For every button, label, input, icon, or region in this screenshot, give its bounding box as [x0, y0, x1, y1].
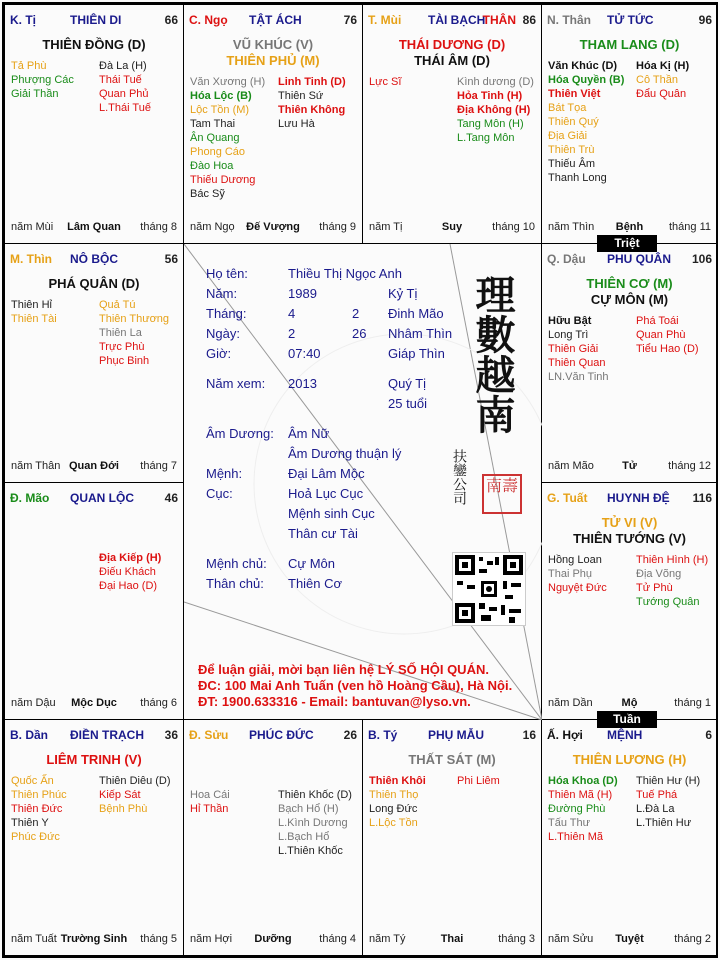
minor-star: Thiên Sứ [278, 90, 324, 102]
minor-star: Đường Phù [548, 803, 606, 815]
palace-footer [11, 933, 177, 947]
palace-header [10, 252, 178, 268]
life-phase: Bệnh [615, 221, 644, 233]
minor-star: Thiên Y [11, 817, 49, 829]
minor-star: Địa Không (H) [457, 104, 531, 116]
minor-star: Thiên Thương [99, 313, 170, 325]
year-label: Năm: [206, 286, 238, 301]
major-star: THIÊN TƯỚNG (V) [573, 531, 686, 546]
minor-star: Hóa Quyền (B) [548, 74, 625, 86]
minor-star: Thai Phụ [548, 568, 593, 580]
than-chu-label: Thân chủ: [206, 576, 264, 591]
major-star: THẤT SÁT (M) [408, 752, 496, 767]
minor-star: L.Lộc Tồn [369, 817, 418, 829]
left-star-list [11, 298, 57, 326]
minor-star: L.Thiên Hư [636, 817, 692, 829]
palace-name: TẬT ÁCH [249, 13, 302, 27]
right-star-list [99, 774, 171, 816]
minor-month: tháng 10 [492, 221, 535, 233]
minor-star: Quan Phủ [99, 88, 149, 100]
minor-star: Tuế Phá [636, 789, 678, 801]
major-star: THIÊN CƠ (M) [586, 276, 673, 291]
minor-star: L.Bạch Hổ [278, 831, 330, 843]
qr-code [452, 552, 526, 626]
minor-star: Tả Phù [11, 60, 47, 72]
earthly-branch: Đ. Mão [10, 491, 50, 505]
menh-chu-label: Mệnh chủ: [206, 556, 267, 571]
minor-star: L.Thái Tuế [99, 102, 151, 114]
decade-number: 26 [343, 728, 357, 742]
minor-month: tháng 9 [319, 221, 356, 233]
minor-star: Thái Tuế [99, 74, 142, 86]
palace-footer [190, 221, 356, 235]
palace-thien-di [4, 4, 184, 244]
triet-tag: Triệt [597, 235, 657, 252]
minor-star: Ân Quang [190, 132, 240, 144]
minor-star: Tấu Thư [548, 817, 591, 829]
horoscope-chart [2, 2, 718, 958]
minor-star: Thiên Phúc [11, 789, 67, 801]
minor-star: Phi Liêm [457, 775, 500, 787]
decade-number: 16 [522, 728, 536, 742]
palace-header [368, 13, 536, 29]
minor-year: năm Tuất [11, 933, 57, 945]
minor-month: tháng 2 [674, 933, 711, 945]
age-value: 25 tuổi [388, 396, 428, 411]
minor-star: Thiên Giải [548, 343, 599, 355]
earthly-branch: Ấ. Hợi [547, 728, 583, 742]
than-chu-value: Thiên Cơ [288, 576, 343, 591]
minor-star: Quốc Ấn [11, 775, 54, 787]
tuan-tag: Tuần [597, 711, 657, 728]
palace-name: PHỤ MẪU [428, 728, 484, 742]
minor-star: Thiên Quý [548, 116, 599, 128]
minor-star: Cô Thần [636, 74, 678, 86]
minor-star: Thiên Khốc (D) [278, 789, 352, 801]
minor-star: Thiên Diêu (D) [99, 775, 171, 787]
name-value: Thiều Thị Ngọc Anh [288, 266, 402, 281]
earthly-branch: B. Tý [368, 728, 398, 742]
palace-name: TÀI BẠCH [428, 13, 486, 27]
left-star-list [11, 774, 67, 844]
minor-year: năm Ngọ [190, 221, 235, 233]
minor-star: Long Đức [369, 803, 418, 815]
life-phase: Mộ [621, 697, 638, 709]
amduong-label: Âm Dương: [206, 426, 274, 441]
minor-star: Hỏa Tinh (H) [457, 90, 523, 102]
earthly-branch: G. Tuất [547, 491, 588, 505]
minor-star: Đại Hao (D) [99, 580, 158, 592]
left-star-list [548, 553, 607, 595]
day-value: 2 [288, 326, 296, 341]
life-phase: Suy [441, 221, 463, 233]
palace-footer [369, 933, 535, 947]
right-star-list [99, 59, 151, 115]
decade-number: 66 [164, 13, 178, 27]
minor-star: Giải Thần [11, 88, 59, 100]
year-can: Kỷ Tị [388, 286, 418, 301]
month-lunar: 2 [352, 306, 360, 321]
small-calligraphy: 扶鑾公司 [451, 449, 467, 505]
menh-value: Đại Lâm Mộc [288, 466, 365, 481]
minor-star: Long Trì [548, 329, 589, 341]
contact-line-3: ĐT: 1900.633316 - Email: bantuvan@lyso.vn. [198, 694, 471, 709]
earthly-branch: C. Ngọ [189, 13, 228, 27]
cuc-label: Cục: [206, 486, 233, 501]
minor-year: năm Sửu [548, 933, 594, 945]
minor-star: L.Thiên Mã [548, 831, 604, 843]
major-star: THÁI DƯƠNG (D) [398, 37, 506, 52]
palace-header [189, 728, 357, 744]
palace-footer [369, 221, 535, 235]
major-star: VŨ KHÚC (V) [232, 37, 314, 52]
minor-star: Lực Sĩ [369, 76, 402, 88]
palace-header [189, 13, 357, 29]
palace-name: QUAN LỘC [70, 491, 134, 505]
than-marker: THÂN [482, 13, 516, 27]
minor-year: năm Tị [369, 221, 403, 233]
hour-value: 07:40 [288, 346, 321, 361]
minor-star: Kiếp Sát [99, 789, 141, 801]
palace-footer [11, 221, 177, 235]
minor-star: Thiên La [99, 327, 142, 339]
left-star-list [369, 774, 426, 830]
palace-footer [548, 933, 711, 947]
palace-dien-trach [4, 719, 184, 956]
life-phase: Tuyệt [615, 933, 644, 945]
left-star-list [369, 75, 401, 89]
major-star: PHÁ QUÂN (D) [48, 276, 140, 291]
menh-chu-value: Cự Môn [288, 556, 335, 571]
minor-star: Bạch Hổ (H) [278, 803, 339, 815]
contact-line-1: Để luận giải, mời bạn liên hệ LÝ SỐ HỘI QUÁN. [198, 662, 489, 677]
palace-name: PHU QUÂN [607, 252, 672, 266]
major-star: THIÊN PHỦ (M) [226, 53, 320, 68]
month-value: 4 [288, 306, 296, 321]
major-star: THIÊN LƯƠNG (H) [572, 752, 687, 767]
day-can: Nhâm Thìn [388, 326, 453, 341]
minor-star: Địa Kiếp (H) [99, 552, 162, 564]
left-star-list [548, 59, 624, 185]
decade-number: 46 [164, 491, 178, 505]
minor-star: Tang Môn (H) [457, 118, 524, 130]
life-phase: Tử [622, 460, 637, 472]
amduong-value: Âm Nữ [288, 426, 330, 441]
minor-star: Tướng Quân [636, 596, 700, 608]
palace-name: TỬ TỨC [607, 13, 654, 27]
minor-star: Văn Xương (H) [190, 76, 266, 88]
minor-month: tháng 4 [319, 933, 356, 945]
minor-star: Bệnh Phù [99, 803, 148, 815]
major-star: THAM LANG (D) [579, 37, 680, 52]
view-year-label: Năm xem: [206, 376, 266, 391]
palace-phu-quan [541, 243, 718, 483]
palace-tat-ach [183, 4, 363, 244]
minor-month: tháng 5 [140, 933, 177, 945]
minor-star: Tam Thai [190, 118, 236, 130]
earthly-branch: T. Mùi [368, 13, 402, 27]
minor-star: Linh Tinh (D) [278, 76, 346, 88]
palace-phu-mau [362, 719, 542, 956]
minor-month: tháng 3 [498, 933, 535, 945]
day-label: Ngày: [206, 326, 240, 341]
minor-star: Hóa Kị (H) [636, 60, 690, 72]
cuc-value: Hoả Lục Cục [288, 486, 364, 501]
right-star-list [636, 774, 700, 830]
palace-quan-loc [4, 482, 184, 720]
left-star-list [11, 59, 74, 101]
palace-name: ĐIỀN TRẠCH [70, 728, 144, 742]
minor-star: L.Thiên Khốc [278, 845, 343, 857]
minor-star: Phục Binh [99, 355, 150, 367]
left-star-list [548, 314, 609, 384]
minor-star: Thiên Đức [11, 803, 63, 815]
minor-star: Phúc Đức [11, 831, 60, 843]
minor-star: Thiếu Dương [190, 174, 256, 186]
life-phase: Dưỡng [254, 933, 292, 945]
palace-phuc-duc [183, 719, 363, 956]
life-phase: Thai [440, 933, 464, 945]
qr-code-icon [453, 553, 525, 625]
right-star-list [636, 314, 699, 356]
minor-star: Đà La (H) [99, 60, 147, 72]
left-star-list [190, 788, 230, 816]
palace-header [547, 252, 712, 268]
minor-star: Trực Phù [99, 341, 145, 353]
minor-year: năm Dậu [11, 697, 56, 709]
decade-number: 36 [164, 728, 178, 742]
view-year-can: Quý Tị [388, 376, 427, 391]
minor-star: Bác Sỹ [190, 188, 225, 200]
decade-number: 86 [522, 13, 536, 27]
minor-star: Thiên Hư (H) [636, 775, 701, 787]
minor-star: Thanh Long [548, 172, 607, 184]
minor-star: Điếu Khách [99, 566, 156, 578]
palace-no-boc [4, 243, 184, 483]
minor-star: Lộc Tồn (M) [190, 104, 250, 116]
right-star-list [457, 75, 534, 145]
decade-number: 116 [692, 491, 712, 505]
minor-star: LN.Văn Tinh [548, 371, 609, 383]
minor-month: tháng 1 [674, 697, 711, 709]
minor-star: Địa Võng [636, 568, 682, 580]
palace-name: NÔ BỘC [70, 252, 118, 266]
right-star-list [457, 774, 500, 788]
minor-star: Địa Giải [548, 130, 588, 142]
day-lunar: 26 [352, 326, 367, 341]
calligraphy-logo: 理數越南 [469, 274, 516, 434]
minor-star: Thiên Không [278, 104, 346, 116]
palace-footer [548, 697, 711, 711]
minor-star: Thiên Mã (H) [548, 789, 613, 801]
palace-footer [548, 221, 711, 235]
minor-star: Hỉ Thần [190, 803, 229, 815]
red-seal: 南壽 [482, 474, 522, 514]
than-cu-note: Thân cư Tài [288, 526, 358, 541]
right-star-list [99, 551, 161, 593]
minor-star: L.Đà La [636, 803, 675, 815]
minor-year: năm Thìn [548, 221, 595, 233]
earthly-branch: Đ. Sửu [189, 728, 229, 742]
minor-year: năm Mùi [11, 221, 54, 233]
life-phase: Mộc Dục [71, 697, 117, 709]
palace-footer [548, 460, 711, 474]
earthly-branch: K. Tị [10, 13, 36, 27]
minor-star: Thiên Quan [548, 357, 606, 369]
left-star-list [548, 774, 618, 844]
major-star: THIÊN ĐỒNG (D) [42, 37, 146, 52]
major-star: LIÊM TRINH (V) [46, 752, 142, 767]
minor-star: Thiên Tài [11, 313, 57, 325]
palace-tu-tuc [541, 4, 718, 244]
amduong-note: Âm Dương thuận lý [288, 446, 402, 461]
minor-star: Thiên Hình (H) [636, 554, 709, 566]
left-star-list [190, 75, 265, 201]
minor-year: năm Mão [548, 460, 594, 472]
center-info-panel [184, 244, 542, 720]
palace-footer [190, 933, 356, 947]
hour-label: Giờ: [206, 346, 232, 361]
life-phase: Trường Sinh [60, 933, 128, 945]
palace-footer [11, 697, 177, 711]
major-star: TỬ VI (V) [601, 515, 658, 530]
palace-header [10, 728, 178, 744]
palace-tai-bach [362, 4, 542, 244]
minor-year: năm Dần [548, 697, 593, 709]
minor-star: Hữu Bật [548, 315, 592, 327]
minor-star: Kình dương (D) [457, 76, 534, 88]
decade-number: 56 [164, 252, 178, 266]
palace-name: MỆNH [607, 728, 643, 742]
palace-name: HUYNH ĐỆ [607, 491, 670, 505]
menh-label: Mệnh: [206, 466, 243, 481]
minor-star: Quan Phù [636, 329, 686, 341]
minor-star: Hóa Lộc (B) [190, 90, 252, 102]
major-star: CỰ MÔN (M) [590, 292, 669, 307]
minor-star: L.Tang Môn [457, 132, 515, 144]
minor-star: Thiên Thọ [369, 789, 419, 801]
minor-star: Nguyệt Đức [548, 582, 607, 594]
palace-huynh-de [541, 482, 718, 720]
major-star: THÁI ÂM (D) [414, 53, 490, 68]
palace-footer [11, 460, 177, 474]
minor-star: L.Kình Dương [278, 817, 348, 829]
right-star-list [278, 788, 352, 858]
minor-star: Đào Hoa [190, 160, 234, 172]
decade-number: 96 [698, 13, 712, 27]
minor-month: tháng 7 [140, 460, 177, 472]
minor-star: Hồng Loan [548, 554, 602, 566]
minor-star: Tử Phù [636, 582, 673, 594]
palace-header [547, 491, 712, 507]
palace-header [10, 13, 178, 29]
life-phase: Quan Đới [69, 460, 119, 472]
life-phase: Đế Vượng [246, 221, 300, 233]
decade-number: 76 [343, 13, 357, 27]
earthly-branch: N. Thân [547, 13, 591, 27]
life-phase: Lâm Quan [67, 221, 121, 233]
minor-year: năm Hợi [190, 933, 233, 945]
view-year-value: 2013 [288, 376, 317, 391]
minor-month: tháng 8 [140, 221, 177, 233]
minor-star: Thiên Khôi [369, 775, 426, 787]
palace-header [10, 491, 178, 507]
right-star-list [636, 553, 708, 609]
minor-month: tháng 6 [140, 697, 177, 709]
decade-number: 106 [691, 252, 712, 266]
minor-star: Thiên Hỉ [11, 299, 52, 311]
minor-month: tháng 11 [668, 221, 711, 233]
earthly-branch: Q. Dậu [547, 252, 586, 266]
minor-month: tháng 12 [668, 460, 711, 472]
palace-name: THIÊN DI [70, 13, 122, 27]
earthly-branch: B. Dần [10, 728, 49, 742]
palace-header [368, 728, 536, 744]
minor-star: Thiếu Âm [548, 158, 596, 170]
minor-star: Hoa Cái [190, 789, 230, 801]
earthly-branch: M. Thìn [10, 252, 52, 266]
minor-star: Hóa Khoa (D) [548, 775, 618, 787]
minor-star: Tiểu Hao (D) [636, 343, 699, 355]
palace-header [547, 728, 712, 744]
name-label: Họ tên: [206, 266, 248, 281]
cuc-note: Mệnh sinh Cục [288, 506, 375, 521]
contact-line-2: ĐC: 100 Mai Anh Tuấn (ven hồ Hoàng Cầu), Hà Nội. [198, 678, 513, 693]
palace-name: PHÚC ĐỨC [249, 728, 314, 742]
minor-star: Đẩu Quân [636, 88, 687, 100]
year-value: 1989 [288, 286, 317, 301]
minor-star: Thiên Việt [548, 88, 601, 100]
right-star-list [636, 59, 689, 101]
minor-star: Phá Toái [636, 315, 679, 327]
palace-header [547, 13, 712, 29]
minor-star: Văn Khúc (D) [548, 60, 618, 72]
minor-star: Phong Cáo [190, 146, 246, 158]
minor-star: Phượng Các [11, 74, 74, 86]
minor-star: Quả Tú [99, 299, 136, 311]
hour-can: Giáp Thìn [388, 346, 445, 361]
minor-star: Bát Tọa [548, 102, 587, 114]
month-can: Đinh Mão [388, 306, 444, 321]
minor-star: Lưu Hà [278, 118, 315, 130]
minor-year: năm Thân [11, 460, 61, 472]
minor-year: năm Tý [369, 933, 406, 945]
month-label: Tháng: [206, 306, 247, 321]
minor-star: Thiên Trù [548, 144, 595, 156]
right-star-list [99, 298, 169, 368]
decade-number: 6 [705, 728, 712, 742]
right-star-list [278, 75, 346, 131]
palace-menh [541, 719, 718, 956]
